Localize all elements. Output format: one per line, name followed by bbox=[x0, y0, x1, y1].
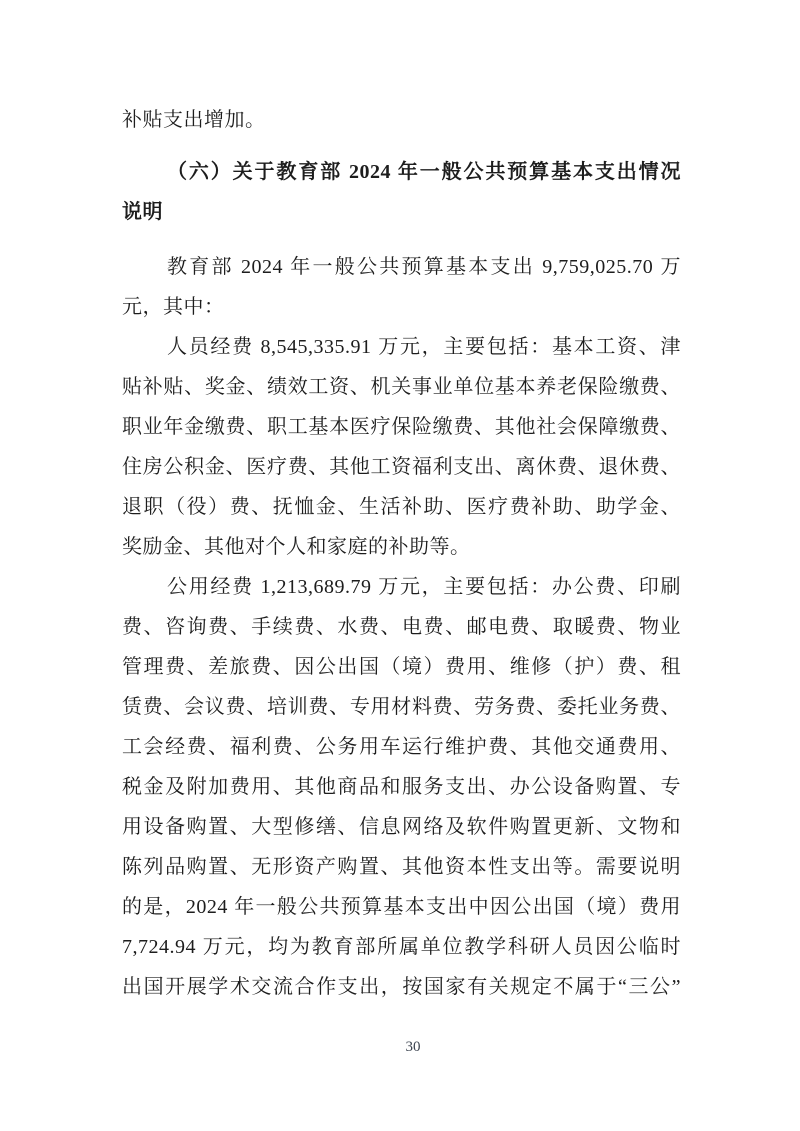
text-line: 出国开展学术交流合作支出，按国家有关规定不属于“三公” bbox=[122, 976, 681, 998]
text-line: 工会经费、福利费、公务用车运行维护费、其他交通费用、 bbox=[122, 736, 681, 758]
body-paragraph bbox=[122, 100, 681, 140]
text-line: 职业年金缴费、职工基本医疗保险缴费、其他社会保障缴费、 bbox=[122, 416, 681, 438]
body-paragraph bbox=[122, 567, 681, 1007]
text-line: 元，其中： bbox=[122, 296, 225, 318]
page-number: 30 bbox=[405, 1039, 421, 1055]
text-line: 奖励金、其他对个人和家庭的补助等。 bbox=[122, 536, 471, 558]
text-line: 管理费、差旅费、因公出国（境）费用、维修（护）费、租 bbox=[122, 656, 681, 678]
text-line: 赁费、会议费、培训费、专用材料费、劳务费、委托业务费、 bbox=[122, 696, 681, 718]
text-line: 公用经费 1,213,689.79 万元，主要包括：办公费、印刷 bbox=[167, 576, 681, 598]
text-line: 税金及附加费用、其他商品和服务支出、办公设备购置、专 bbox=[122, 776, 681, 798]
text-line: 陈列品购置、无形资产购置、其他资本性支出等。需要说明 bbox=[122, 856, 681, 878]
text-line: 的是，2024 年一般公共预算基本支出中因公出国（境）费用 bbox=[122, 896, 681, 918]
section-heading bbox=[122, 152, 681, 232]
document-body bbox=[122, 100, 681, 1007]
text-line: 7,724.94 万元，均为教育部所属单位教学科研人员因公临时 bbox=[122, 936, 681, 958]
text-line: 教育部 2024 年一般公共预算基本支出 9,759,025.70 万 bbox=[167, 256, 681, 278]
text-line: 贴补贴、奖金、绩效工资、机关事业单位基本养老保险缴费、 bbox=[122, 376, 681, 398]
text-line: 补贴支出增加。 bbox=[122, 109, 266, 131]
text-line: 退职（役）费、抚恤金、生活补助、医疗费补助、助学金、 bbox=[122, 496, 681, 518]
text-line: 费、咨询费、手续费、水费、电费、邮电费、取暖费、物业 bbox=[122, 616, 681, 638]
text-line: 用设备购置、大型修缮、信息网络及软件购置更新、文物和 bbox=[122, 816, 681, 838]
body-paragraph bbox=[122, 247, 681, 327]
heading-line: 说明 bbox=[122, 201, 163, 223]
text-line: 人员经费 8,545,335.91 万元，主要包括：基本工资、津 bbox=[167, 336, 681, 358]
heading-line: （六）关于教育部 2024 年一般公共预算基本支出情况 bbox=[167, 161, 681, 183]
text-line: 住房公积金、医疗费、其他工资福利支出、离休费、退休费、 bbox=[122, 456, 681, 478]
body-paragraph bbox=[122, 327, 681, 567]
